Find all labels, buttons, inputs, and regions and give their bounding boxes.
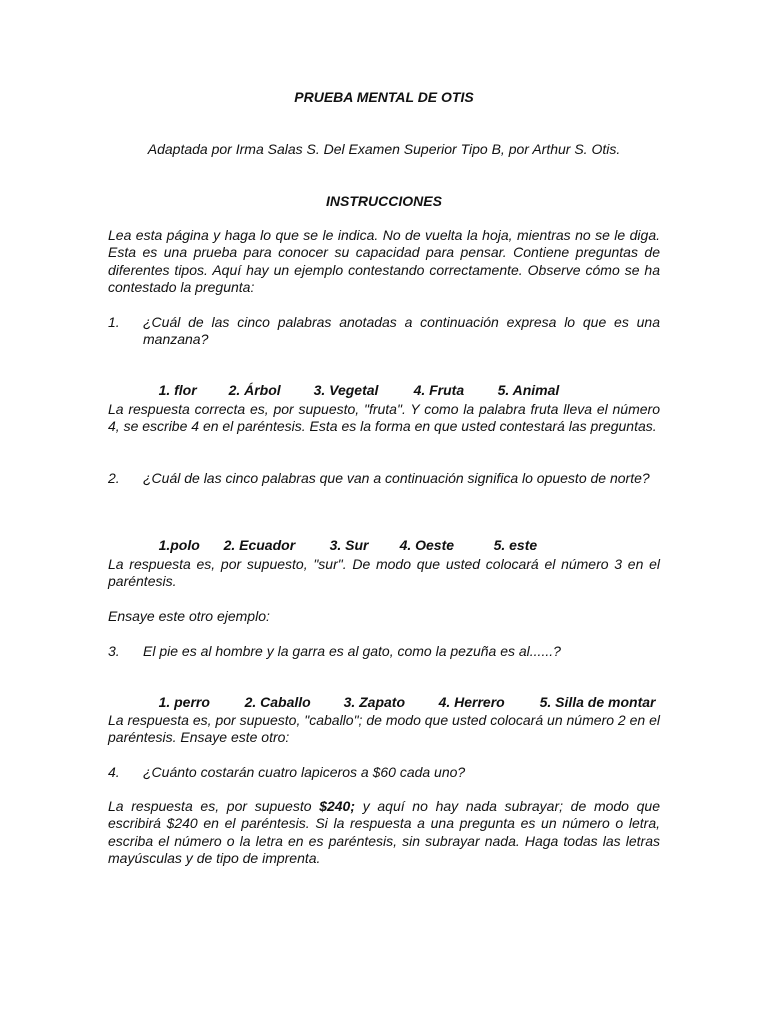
option: 2. Caballo (244, 694, 311, 710)
question-1-text: ¿Cuál de las cinco palabras anotadas a continuación expresa lo que es una manzana? (143, 314, 660, 348)
instructions-heading: INSTRUCCIONES (326, 193, 442, 209)
intro-paragraph: Lea esta página y haga lo que se le indica. No de vuelta la hoja, mientras no se le diga. Esta es una prueba para conocer su capacidad para pensar. Contiene preguntas de diferentes tipos. Aquí hay un ejemplo contestando correctamente. Observe cómo se ha contestado la pregunta: (108, 227, 660, 295)
option: 2. Árbol (228, 382, 281, 398)
option: 3. Sur (329, 537, 369, 553)
option: 2. Ecuador (223, 537, 296, 553)
answer-3-paragraph: La respuesta es, por supuesto, "caballo"; de modo que usted colocará un número 2 en el paréntesis. Ensaye este otro: (108, 712, 660, 746)
option: 3. Zapato (343, 694, 406, 710)
option: 4. Oeste (399, 537, 455, 553)
document-title: PRUEBA MENTAL DE OTIS (294, 89, 474, 105)
option: 1. flor (158, 382, 197, 398)
answer-4-text: La respuesta es, por supuesto (108, 798, 320, 814)
answer-1-paragraph: La respuesta correcta es, por supuesto, "fruta". Y como la palabra fruta lleva el número 4, se escribe 4 en el paréntesis. Esta es la forma en que usted contestará las preguntas. (108, 401, 660, 435)
option: 4. Fruta (413, 382, 465, 398)
question-1-number: 1. (108, 314, 120, 330)
option: 4. Herrero (438, 694, 505, 710)
option: 5. este (493, 537, 538, 553)
try-example-text: Ensaye este otro ejemplo: (108, 608, 270, 624)
option: 5. Silla de montar (539, 694, 656, 710)
option: 1. perro (158, 694, 210, 710)
answer-4-text-rest: y aquí no hay nada subrayar; de modo que escribirá $240 en el paréntesis. Si la respuesta a una pregunta es un número o letra, escriba el número o la letra en es paréntesis, sin subrayar nada. Haga todas las letras mayúsculas y de tipo de imprenta. (108, 798, 661, 866)
answer-4-paragraph (108, 798, 660, 867)
question-3-number: 3. (108, 643, 120, 659)
question-3-text: El pie es al hombre y la garra es al gato, como la pezuña es al......? (143, 643, 561, 659)
answer-4-amount: $240; (319, 798, 356, 814)
question-4-text: ¿Cuánto costarán cuatro lapiceros a $60 cada uno? (143, 764, 466, 780)
document-subtitle: Adaptada por Irma Salas S. Del Examen Superior Tipo B, por Arthur S. Otis. (147, 141, 621, 157)
answer-2-paragraph: La respuesta es, por supuesto, "sur". De modo que usted colocará el número 3 en el paréntesis. (108, 556, 660, 590)
question-2-text: ¿Cuál de las cinco palabras que van a continuación significa lo opuesto de norte? (143, 470, 650, 486)
question-2-number: 2. (108, 470, 120, 486)
option: 5. Animal (497, 382, 560, 398)
option: 1.polo (158, 537, 200, 553)
question-4-number: 4. (108, 764, 120, 780)
option: 3. Vegetal (313, 382, 379, 398)
